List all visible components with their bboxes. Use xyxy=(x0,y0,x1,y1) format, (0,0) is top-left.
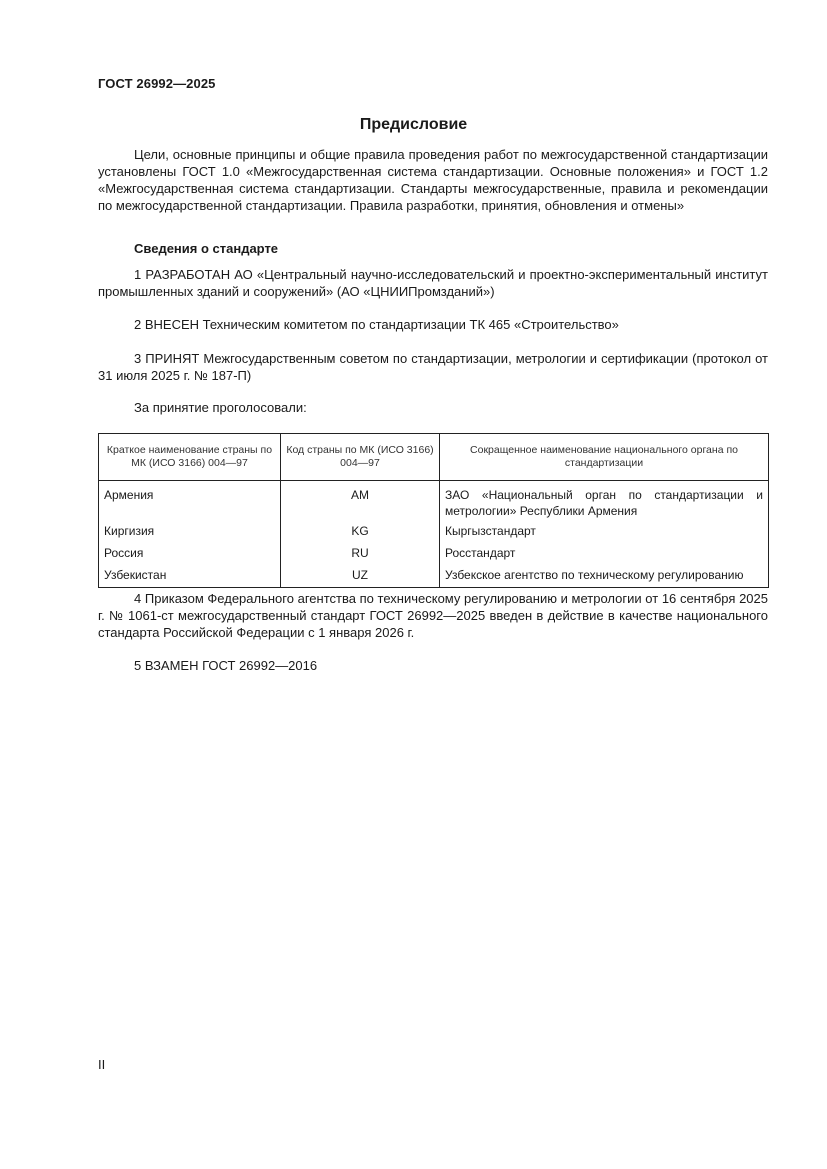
cell-org: ЗАО «Национальный орган по стандартизации и метрологии» Республики Армения xyxy=(440,481,769,521)
item-5-paragraph: 5 ВЗАМЕН ГОСТ 26992—2016 xyxy=(134,658,318,673)
voted-label: За принятие проголосовали: xyxy=(134,400,307,415)
item-2-paragraph: 2 ВНЕСЕН Техническим комитетом по стандартизации ТК 465 «Строительство» xyxy=(134,317,619,332)
cell-code: UZ xyxy=(281,564,440,588)
cell-country: Армения xyxy=(99,481,281,521)
info-heading: Сведения о стандарте xyxy=(134,241,279,256)
intro-paragraph: Цели, основные принципы и общие правила проведения работ по межгосударственной стандартизации установлены ГОСТ 1.0 «Межгосударственная система стандартизации. Основные положения» и ГОСТ 1.2 «Межгосударственная система стандартизации. Стандарты межгосударственные, правила и рекомендации по межгосударственной стандартизации. Правила разработки, принятия, обновления и отмены» xyxy=(98,147,768,213)
table-header-row xyxy=(99,434,769,481)
cell-code: AM xyxy=(281,481,440,521)
cell-code: KG xyxy=(281,520,440,542)
item-4-paragraph: 4 Приказом Федерального агентства по техническому регулированию и метрологии от 16 сентября 2025 г. № 1061-ст межгосударственный стандарт ГОСТ 26992—2025 введен в действие в качестве национального стандарта Российской Федерации с 1 января 2026 г. xyxy=(98,591,768,640)
item-3-paragraph: 3 ПРИНЯТ Межгосударственным советом по стандартизации, метрологии и сертификации (протокол от 31 июля 2025 г. № 187-П) xyxy=(98,351,768,383)
table-row xyxy=(99,542,769,564)
header-code: Код страны по МК (ИСО 3166) 004—97 xyxy=(281,434,440,481)
table-row xyxy=(99,564,769,588)
cell-code: RU xyxy=(281,542,440,564)
header-country: Краткое наименование страны по МК (ИСО 3166) 004—97 xyxy=(99,434,281,481)
cell-country: Россия xyxy=(99,542,281,564)
page-number: II xyxy=(98,1057,106,1072)
cell-org: Узбекское агентство по техническому регулированию xyxy=(440,564,769,588)
cell-org: Кыргызстандарт xyxy=(440,520,769,542)
header-org: Сокращенное наименование национального органа по стандартизации xyxy=(440,434,769,481)
cell-org: Росстандарт xyxy=(440,542,769,564)
voting-table xyxy=(98,433,769,588)
table-row xyxy=(99,520,769,542)
cell-country: Киргизия xyxy=(99,520,281,542)
table-row xyxy=(99,481,769,521)
page-title: Предисловие xyxy=(359,116,468,133)
item-1-paragraph: 1 РАЗРАБОТАН АО «Центральный научно-исследовательский и проектно-экспериментальный институт промышленных зданий и сооружений» (АО «ЦНИИПромзданий») xyxy=(98,267,768,299)
cell-country: Узбекистан xyxy=(99,564,281,588)
document-header: ГОСТ 26992—2025 xyxy=(98,76,216,91)
